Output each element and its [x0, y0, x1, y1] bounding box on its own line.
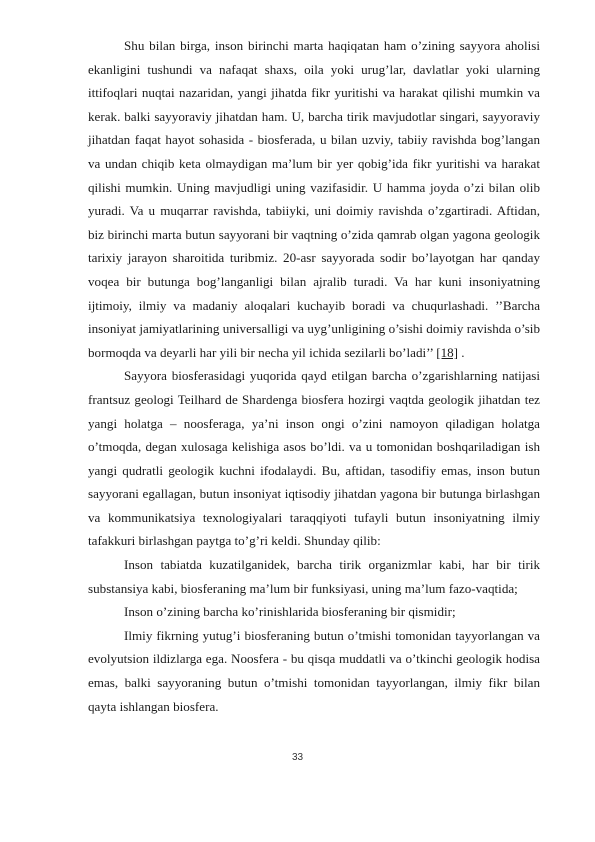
citation-link[interactable]: [18]	[436, 344, 459, 360]
page-number: 33	[291, 752, 304, 763]
document-page	[88, 34, 540, 718]
paragraph-2: Sayyora biosferasidagi yuqorida qayd etilgan barcha o’zgarishlarning natijasi frantsuz geologi Teilhard de Shardenga biosfera hozirgi vaqtda geologik jihatdan tez yangi holatga – noosferaga, ya’ni inson ongi o’zini namoyon qiladigan holatga o’tmoqda, degan xulosaga kelishiga asos bo’ldi. va u tomonidan boshqariladigan ish yangi qudratli geologik kuchni ifodalaydi. Bu, aftidan, tasodifiy emas, inson butun sayyorani egallagan, butun insoniyat iqtisodiy jihatdan yagona bir butunga birlashgan va kommunikatsiya texnologiyalari taraqqiyoti tufayli butun insoniyatning ilmiy tafakkuri birlashgan paytga to’g’ri keldi. Shunday qilib:	[88, 368, 540, 549]
paragraph-1-tail: .	[458, 344, 465, 360]
paragraph-1-text: Shu bilan birga, inson birinchi marta haqiqatan ham o’zining sayyora aholisi ekanligini tushundi va nafaqat shaxs, oila yoki urug’lar, davlatlar yoki ularning ittifoqlari nuqtai nazaridan, yangi jihatda fikr yuritishi va harakat qilishi mumkin va kerak. balki sayyoraviy jihatdan ham. U, barcha tirik mavjudotlar singari, sayyoraviy jihatdan faqat hayot sohasida - biosferada, u bilan uzviy, tabiiy ravishda bog’langan va undan chiqib keta olmaydigan ma’lum bir yer qobig’ida fikr yuritishi va harakat qilishi mumkin. Uning mavjudligi uning vazifasidir. U hamma joyda o’zi bilan olib yuradi. Va u muqarrar ravishda, tabiiyki, uni doimiy ravishda o’zgartiradi. Aftidan, biz birinchi marta butun sayyorani bir vaqtning o’zida qamrab olgan yagona geologik tarixiy jarayon sharoitida turibmiz. 20-asr sayyorada sodir bo’layotgan har qanday voqea bir butunga bog’langanligi bilan ajralib turadi. Va har kuni insoniyatning ijtimoiy, ilmiy va madaniy aloqalari kuchayib boradi va chuqurlashadi. ’’Barcha insoniyat jamiyatlarining universalligi va uyg’unligining o’sishi doimiy ravishda o’sib bormoqda va deyarli har yili bir necha yil ichida sezilarli bo’ladi’’	[88, 38, 540, 360]
paragraph-5: Ilmiy fikrning yutug’i biosferaning butun o’tmishi tomonidan tayyorlangan va evolyutsion ildizlarga ega. Noosfera - bu qisqa muddatli va o’tkinchi geologik hodisa emas, balki sayyoraning butun o’tmishi tomonidan tayyorlangan, ilmiy fikr bilan qayta ishlangan biosfera.	[88, 627, 540, 714]
paragraph-4: Inson o’zining barcha ko’rinishlarida biosferaning bir qismidir;	[124, 604, 456, 620]
paragraph-1	[88, 34, 540, 364]
paragraph-3: Inson tabiatda kuzatilganidek, barcha tirik organizmlar kabi, har bir tirik substansiya kabi, biosferaning ma’lum bir funksiyasi, uning ma’lum fazo-vaqtida;	[88, 557, 540, 596]
